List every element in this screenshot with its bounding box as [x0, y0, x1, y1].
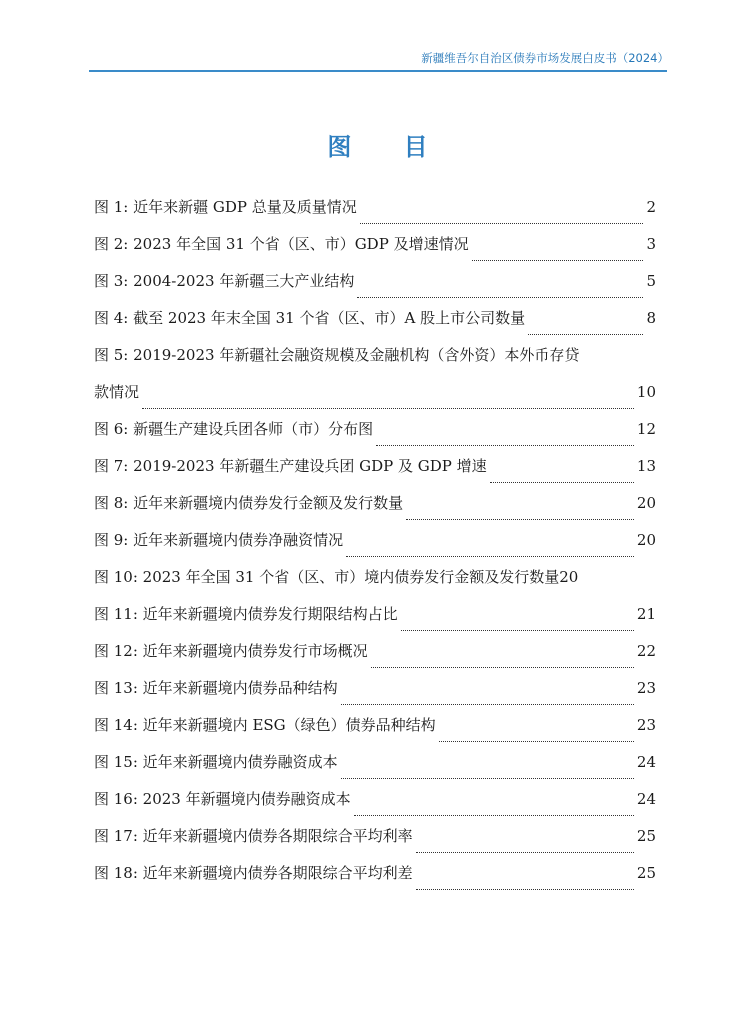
toc-entry-label: 图 18: 近年来新疆境内债券各期限综合平均利差: [94, 864, 413, 882]
toc-entry-label: 图 10: 2023 年全国 31 个省（区、市）境内债券发行金额及发行数量: [94, 568, 560, 586]
dot-leader: [354, 814, 634, 816]
toc-entry-label: 图 7: 2019-2023 年新疆生产建设兵团 GDP 及 GDP 增速: [94, 457, 487, 475]
toc-entry[interactable]: [94, 307, 656, 344]
toc-entry[interactable]: [94, 788, 656, 825]
header-rule: [89, 70, 667, 72]
toc-entry-page: 23: [636, 716, 656, 734]
toc-entry[interactable]: [94, 825, 656, 862]
toc-entry-page: 8: [646, 309, 656, 327]
dot-leader: [360, 222, 644, 224]
toc-entry-page: 20: [636, 531, 656, 549]
toc-entry-page: 5: [646, 272, 656, 290]
toc-entry-label: 图 8: 近年来新疆境内债券发行金额及发行数量: [94, 494, 404, 512]
toc-entry-page: 10: [636, 383, 656, 401]
page-title: 图 目: [327, 133, 450, 161]
toc-entry[interactable]: [94, 418, 656, 455]
toc-entry-page: 24: [636, 790, 656, 808]
toc-entry-page: 13: [636, 457, 656, 475]
toc-entry-page: 3: [646, 235, 656, 253]
toc-entry[interactable]: [94, 714, 656, 751]
toc-entry[interactable]: [94, 677, 656, 714]
toc-entry-label: 图 15: 近年来新疆境内债券融资成本: [94, 753, 338, 771]
dot-leader: [376, 444, 634, 446]
toc-entry[interactable]: [94, 751, 656, 788]
toc-entry-label: 图 6: 新疆生产建设兵团各师（市）分布图: [94, 420, 374, 438]
figure-list: [94, 196, 656, 899]
toc-entry[interactable]: [94, 270, 656, 307]
toc-entry-label: 图 12: 近年来新疆境内债券发行市场概况: [94, 642, 368, 660]
toc-entry-label-continued: 款情况: [94, 383, 140, 401]
toc-entry-page: 21: [636, 605, 656, 623]
toc-entry-label: 图 16: 2023 年新疆境内债券融资成本: [94, 790, 351, 808]
dot-leader: [341, 703, 634, 705]
toc-entry-label: 图 17: 近年来新疆境内债券各期限综合平均利率: [94, 827, 413, 845]
toc-entry-page: 23: [636, 679, 656, 697]
toc-entry-page: 2: [646, 198, 656, 216]
dot-leader: [472, 259, 644, 261]
toc-entry-label: 图 4: 截至 2023 年末全国 31 个省（区、市）A 股上市公司数量: [94, 309, 526, 327]
dot-leader: [416, 888, 634, 890]
toc-entry[interactable]: [94, 640, 656, 677]
toc-entry-label: 图 3: 2004-2023 年新疆三大产业结构: [94, 272, 355, 290]
dot-leader: [341, 777, 634, 779]
toc-entry[interactable]: [94, 862, 656, 899]
toc-entry[interactable]: [94, 566, 656, 603]
dot-leader: [371, 666, 634, 668]
dot-leader: [490, 481, 634, 483]
toc-entry-label: 图 5: 2019-2023 年新疆社会融资规模及金融机构（含外资）本外币存贷: [94, 346, 580, 364]
toc-entry-page: 22: [636, 642, 656, 660]
toc-entry-label: 图 11: 近年来新疆境内债券发行期限结构占比: [94, 605, 398, 623]
dot-leader: [142, 407, 634, 409]
toc-entry-label: 图 9: 近年来新疆境内债券净融资情况: [94, 531, 344, 549]
toc-entry[interactable]: [94, 455, 656, 492]
toc-entry-label: 图 2: 2023 年全国 31 个省（区、市）GDP 及增速情况: [94, 235, 469, 253]
dot-leader: [401, 629, 634, 631]
toc-entry-page: 25: [636, 827, 656, 845]
dot-leader: [406, 518, 634, 520]
toc-entry-label: 图 13: 近年来新疆境内债券品种结构: [94, 679, 338, 697]
toc-entry[interactable]: [94, 233, 656, 270]
dot-leader: [528, 333, 643, 335]
toc-entry-page: 24: [636, 753, 656, 771]
toc-entry-page: 20: [559, 568, 579, 586]
toc-entry[interactable]: [94, 603, 656, 640]
toc-entry-page: 25: [636, 864, 656, 882]
toc-entry-label: 图 14: 近年来新疆境内 ESG（绿色）债券品种结构: [94, 716, 436, 734]
toc-entry[interactable]: [94, 492, 656, 529]
toc-entry-page: 12: [636, 420, 656, 438]
dot-leader: [346, 555, 634, 557]
toc-entry[interactable]: [94, 529, 656, 566]
toc-entry[interactable]: [94, 344, 656, 418]
dot-leader: [416, 851, 634, 853]
toc-entry[interactable]: [94, 196, 656, 233]
toc-entry-page: 20: [636, 494, 656, 512]
dot-leader: [439, 740, 634, 742]
dot-leader: [357, 296, 643, 298]
toc-entry-label: 图 1: 近年来新疆 GDP 总量及质量情况: [94, 198, 357, 216]
running-header: 新疆维吾尔自治区债券市场发展白皮书（2024）: [421, 51, 669, 65]
